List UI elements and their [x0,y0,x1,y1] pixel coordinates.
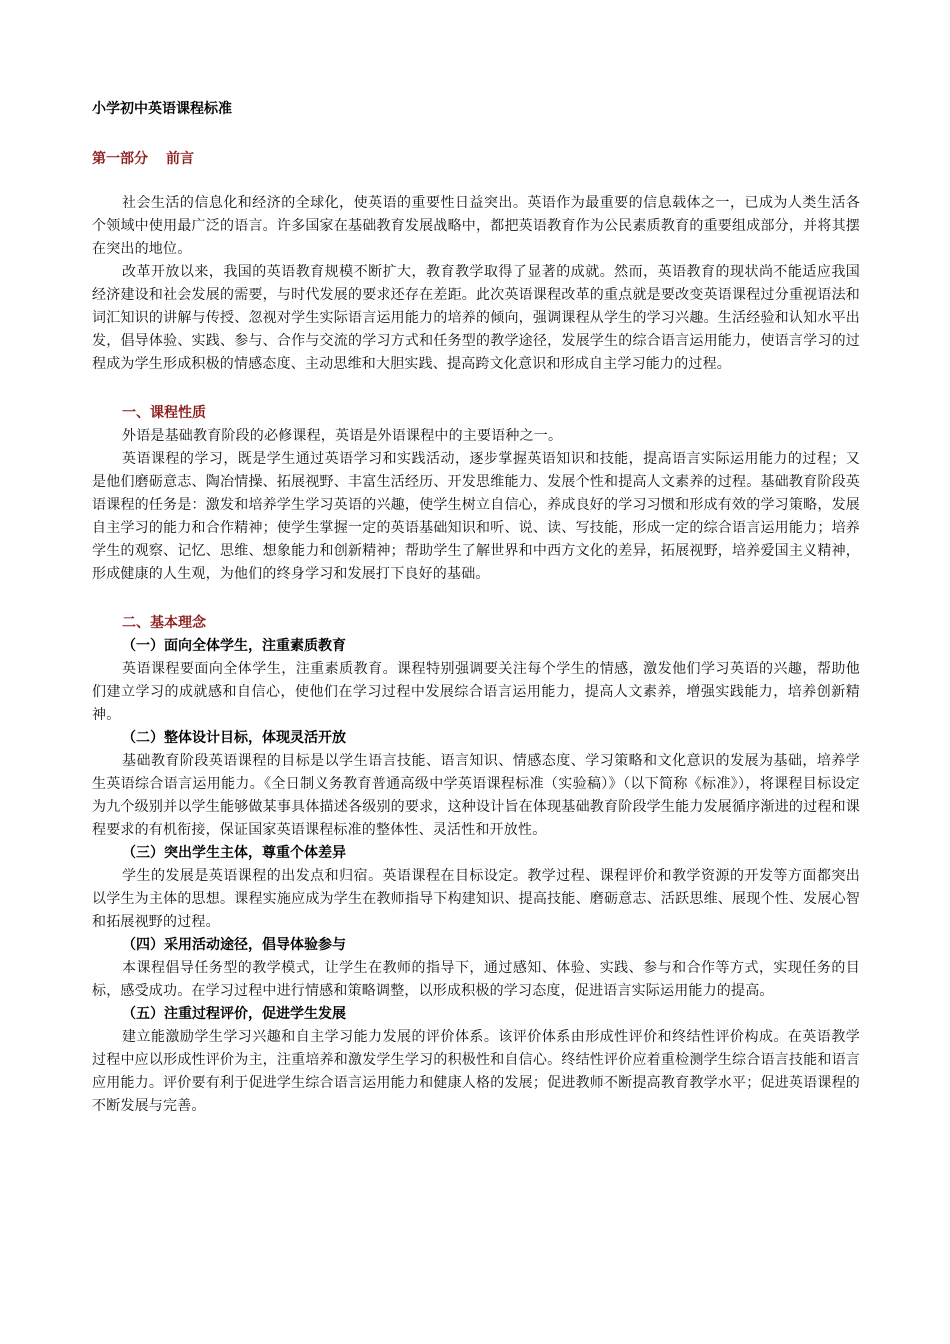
intro-paragraph-1: 社会生活的信息化和经济的全球化，使英语的重要性日益突出。英语作为最重要的信息载体之一，已成为人类生活各个领域中使用最广泛的语言。许多国家在基础教育发展战略中，都把英语教育作为公民素质教育的重要组成部分，并将其摆在突出的地位。 [92,195,860,257]
subsection-heading-2: （二）整体设计目标，体现灵活开放 [122,730,346,746]
subsection-paragraph-2: 基础教育阶段英语课程的目标是以学生语言技能、语言知识、情感态度、学习策略和文化意识的发展为基础，培养学生英语综合语言运用能力。《全日制义务教育普通高级中学英语课程标准（实验稿）》（以下简称《标准》），将课程目标设定为九个级别并以学生能够做某事具体描述各级别的要求，这种设计旨在体现基础教育阶段学生能力发展循序渐进的过程和课程要求的有机衔接，保证国家英语课程标准的整体性、灵活性和开放性。 [92,753,860,838]
part-heading [92,148,860,170]
document-title: 小学初中英语课程标准 [92,101,232,117]
part-label: 第一部分 [92,151,148,167]
section-heading-principles: 二、基本理念 [122,615,206,631]
subsection-heading-5: （五）注重过程评价，促进学生发展 [122,1006,346,1022]
document-page [92,98,860,1118]
subsection-paragraph-4: 本课程倡导任务型的教学模式，让学生在教师的指导下，通过感知、体验、实践、参与和合作等方式，实现任务的目标，感受成功。在学习过程中进行情感和策略调整，以形成积极的学习态度，促进语言实际运用能力的提高。 [92,960,860,999]
subsection-paragraph-1: 英语课程要面向全体学生，注重素质教育。课程特别强调要关注每个学生的情感，激发他们学习英语的兴趣，帮助他们建立学习的成就感和自信心，使他们在学习过程中发展综合语言运用能力，提高人文素养，增强实践能力，培养创新精神。 [92,661,860,723]
section-heading-nature: 一、课程性质 [122,405,206,421]
subsection-paragraph-5: 建立能激励学生学习兴趣和自主学习能力发展的评价体系。该评价体系由形成性评价和终结性评价构成。在英语教学过程中应以形成性评价为主，注重培养和激发学生学习的积极性和自信心。终结性评价应着重检测学生综合语言技能和语言应用能力。评价要有利于促进学生综合语言运用能力和健康人格的发展；促进教师不断提高教育教学水平；促进英语课程的不断发展与完善。 [92,1029,860,1114]
subsection-heading-3: （三）突出学生主体，尊重个体差异 [122,845,346,861]
subsection-heading-1: （一）面向全体学生，注重素质教育 [122,638,346,654]
section1-paragraph-2: 英语课程的学习，既是学生通过英语学习和实践活动，逐步掌握英语知识和技能，提高语言实际运用能力的过程；又是他们磨砺意志、陶冶情操、拓展视野、丰富生活经历、开发思维能力、发展个性和提高人文素养的过程。基础教育阶段英语课程的任务是：激发和培养学生学习英语的兴趣，使学生树立自信心，养成良好的学习习惯和形成有效的学习策略，发展自主学习的能力和合作精神；使学生掌握一定的英语基础知识和听、说、读、写技能，形成一定的综合语言运用能力；培养学生的观察、记忆、思维、想象能力和创新精神；帮助学生了解世界和中西方文化的差异，拓展视野，培养爱国主义精神，形成健康的人生观，为他们的终身学习和发展打下良好的基础。 [92,451,860,582]
part-name: 前言 [166,151,194,167]
intro-paragraph-2: 改革开放以来，我国的英语教育规模不断扩大，教育教学取得了显著的成就。然而，英语教育的现状尚不能适应我国经济建设和社会发展的需要，与时代发展的要求还存在差距。此次英语课程改革的重点就是要改变英语课程过分重视语法和词汇知识的讲解与传授、忽视对学生实际语言运用能力的培养的倾向，强调课程从学生的学习兴趣。生活经验和认知水平出发，倡导体验、实践、参与、合作与交流的学习方式和任务型的教学途径，发展学生的综合语言运用能力，使语言学习的过程成为学生形成积极的情感态度、主动思维和大胆实践、提高跨文化意识和形成自主学习能力的过程。 [92,264,860,372]
subsection-heading-4: （四）采用活动途径，倡导体验参与 [122,937,346,953]
section1-paragraph-1: 外语是基础教育阶段的必修课程，英语是外语课程中的主要语种之一。 [122,428,563,444]
subsection-paragraph-3: 学生的发展是英语课程的出发点和归宿。英语课程在目标设定。教学过程、课程评价和教学资源的开发等方面都突出以学生为主体的思想。课程实施应成为学生在教师指导下构建知识、提高技能、磨砺意志、活跃思维、展现个性、发展心智和拓展视野的过程。 [92,868,860,930]
